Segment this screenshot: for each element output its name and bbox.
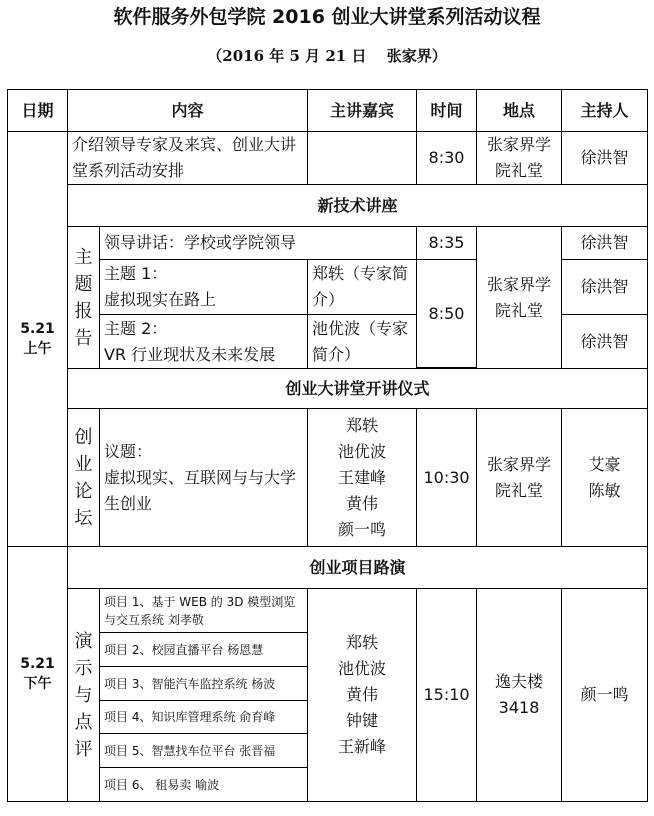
- section-ceremony: 创业大讲堂开讲仪式: [68, 369, 648, 409]
- topic1-host: 徐洪智: [562, 260, 648, 315]
- afternoon-period: 下午: [23, 676, 52, 692]
- header-speakers: 主讲嘉宾: [308, 90, 417, 132]
- forum-time: 10:30: [417, 409, 477, 547]
- morning-period: 上午: [23, 341, 52, 357]
- topic1-title: 主题 1：: [104, 264, 168, 283]
- forum-location: 张家界学院礼堂: [477, 409, 562, 547]
- afternoon-location: 逸夫楼 3418: [477, 589, 562, 802]
- project-item: 项目 2、校园直播平台 杨恩慧: [100, 633, 308, 667]
- header-location: 地点: [477, 90, 562, 132]
- header-row: [8, 90, 648, 132]
- section-tech-lecture: 新技术讲座: [68, 185, 648, 227]
- header-time: 时间: [417, 90, 477, 132]
- topic2-content: [100, 315, 308, 369]
- intro-location: 张家界学院礼堂: [477, 132, 562, 185]
- forum-subject: 虚拟现实、互联网与与大学生创业: [104, 467, 297, 513]
- project-item: 项目 1、基于 WEB 的 3D 模型浏览与交互系统 刘孝敬: [100, 589, 308, 633]
- header-date: 日期: [8, 90, 68, 132]
- topic1-content: [100, 260, 308, 315]
- project-item: 项目 6、 租易卖 喻波: [100, 768, 308, 802]
- demo-label: 演 示 与 点 评: [68, 589, 100, 802]
- table-row: [8, 132, 648, 185]
- afternoon-host: 颜一鸣: [562, 589, 648, 802]
- header-content: 内容: [68, 90, 308, 132]
- topic1-speaker: 郑轶（专家简介）: [308, 260, 417, 315]
- topic1-subject: 虚拟现实在路上: [104, 290, 217, 309]
- intro-content: 介绍领导专家及来宾、创业大讲堂系列活动安排: [68, 132, 308, 185]
- intro-host: 徐洪智: [562, 132, 648, 185]
- topics-time: 8:50: [417, 260, 477, 368]
- forum-hosts: 艾豪 陈敏: [562, 409, 648, 547]
- project-item: 项目 3、智能汽车监控系统 杨波: [100, 667, 308, 701]
- forum-content: [100, 409, 308, 547]
- afternoon-date-cell: [8, 547, 68, 802]
- topic2-host: 徐洪智: [562, 315, 648, 369]
- morning-date: 5.21: [20, 321, 55, 337]
- table-row: [8, 227, 648, 260]
- afternoon-speakers: 郑轶 池优波 黄伟 钟键 王新峰: [308, 589, 417, 802]
- leader-host: 徐洪智: [562, 227, 648, 260]
- leader-time: 8:35: [417, 227, 477, 260]
- header-host: 主持人: [562, 90, 648, 132]
- morning-date-cell: [8, 132, 68, 547]
- table-row: [8, 589, 648, 633]
- project-item: 项目 4、知识库管理系统 俞育峰: [100, 701, 308, 734]
- report-location: 张家界学院礼堂: [477, 227, 562, 369]
- project-item: 项目 5、智慧找车位平台 张晋福: [100, 734, 308, 768]
- topic2-title: 主题 2：: [104, 318, 168, 338]
- section-row: [8, 547, 648, 589]
- section-roadshow: 创业项目路演: [68, 547, 648, 589]
- section-row: [8, 185, 648, 227]
- afternoon-date: 5.21: [20, 656, 55, 672]
- forum-speakers: 郑轶 池优波 王建峰 黄伟 颜一鸣: [308, 409, 417, 547]
- topic2-subject: VR 行业现状及未来发展: [104, 344, 276, 364]
- agenda-table: [7, 89, 648, 802]
- topic2-speaker: 池优波（专家简介）: [308, 315, 417, 369]
- forum-title: 议题：: [104, 441, 153, 461]
- section-row: [8, 369, 648, 409]
- intro-time: 8:30: [417, 132, 477, 185]
- page-subtitle: （2016 年 5 月 21 日 张家界）: [207, 47, 447, 65]
- page-title: 软件服务外包学院 2016 创业大讲堂系列活动议程: [113, 6, 541, 28]
- report-label: 主 题 报 告: [68, 227, 100, 369]
- forum-label: 创 业 论 坛: [68, 409, 100, 547]
- table-row: [8, 409, 648, 547]
- afternoon-time: 15:10: [417, 589, 477, 802]
- intro-speaker: [308, 132, 417, 185]
- leader-speech: 领导讲话：学校或学院领导: [100, 227, 417, 260]
